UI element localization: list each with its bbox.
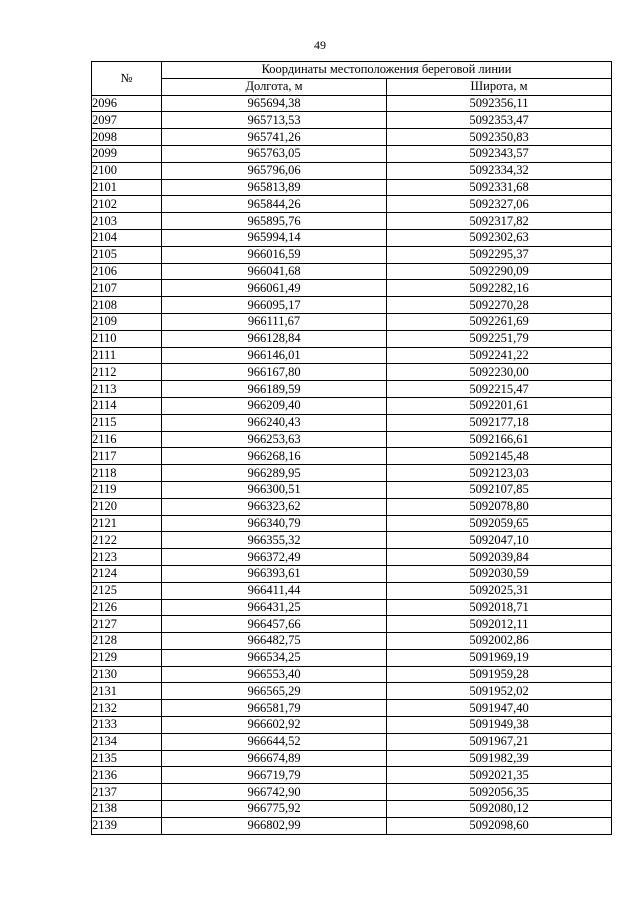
longitude-value: 966602,92 [162,717,387,734]
point-number: 2114 [92,397,162,414]
point-number: 2112 [92,364,162,381]
point-number: 2101 [92,179,162,196]
latitude-value: 5092021,35 [387,767,612,784]
longitude-value: 966268,16 [162,448,387,465]
table-row [92,616,612,633]
table-row [92,515,612,532]
longitude-value: 966802,99 [162,817,387,834]
table-row [92,381,612,398]
latitude-value: 5092059,65 [387,515,612,532]
latitude-value: 5091967,21 [387,733,612,750]
latitude-value: 5092302,63 [387,229,612,246]
point-number: 2108 [92,297,162,314]
longitude-value: 965713,53 [162,112,387,129]
page-number: 49 [314,38,326,52]
longitude-value: 965994,14 [162,229,387,246]
point-number: 2110 [92,330,162,347]
table-row [92,229,612,246]
point-number: 2097 [92,112,162,129]
table-row [92,767,612,784]
table-row [92,179,612,196]
point-number: 2113 [92,381,162,398]
point-number: 2105 [92,246,162,263]
table-row [92,649,612,666]
point-number: 2121 [92,515,162,532]
longitude-value: 966016,59 [162,246,387,263]
longitude-value: 966355,32 [162,532,387,549]
latitude-value: 5092145,48 [387,448,612,465]
latitude-value: 5092056,35 [387,784,612,801]
table-row [92,465,612,482]
longitude-value: 966340,79 [162,515,387,532]
point-number: 2133 [92,717,162,734]
table-row [92,733,612,750]
table-row [92,112,612,129]
table-row [92,750,612,767]
table-header [92,62,612,96]
header-latitude: Широта, м [387,78,612,95]
latitude-value: 5092018,71 [387,599,612,616]
latitude-value: 5091947,40 [387,700,612,717]
longitude-value: 966719,79 [162,767,387,784]
point-number: 2109 [92,313,162,330]
point-number: 2126 [92,599,162,616]
point-number: 2122 [92,532,162,549]
table-row [92,162,612,179]
point-number: 2098 [92,129,162,146]
longitude-value: 966323,62 [162,498,387,515]
table-row [92,683,612,700]
point-number: 2127 [92,616,162,633]
latitude-value: 5092241,22 [387,347,612,364]
table-row [92,801,612,818]
point-number: 2119 [92,481,162,498]
table-row [92,565,612,582]
table-row [92,263,612,280]
latitude-value: 5092334,32 [387,162,612,179]
longitude-value: 966061,49 [162,280,387,297]
point-number: 2099 [92,145,162,162]
longitude-value: 966482,75 [162,633,387,650]
point-number: 2124 [92,565,162,582]
table-row [92,129,612,146]
latitude-value: 5092251,79 [387,330,612,347]
longitude-value: 966534,25 [162,649,387,666]
longitude-value: 966553,40 [162,666,387,683]
longitude-value: 965763,05 [162,145,387,162]
longitude-value: 966411,44 [162,582,387,599]
latitude-value: 5092098,60 [387,817,612,834]
longitude-value: 966674,89 [162,750,387,767]
latitude-value: 5092107,85 [387,481,612,498]
latitude-value: 5092331,68 [387,179,612,196]
longitude-value: 965895,76 [162,213,387,230]
longitude-value: 965796,06 [162,162,387,179]
latitude-value: 5092261,69 [387,313,612,330]
point-number: 2107 [92,280,162,297]
table-row [92,280,612,297]
longitude-value: 966167,80 [162,364,387,381]
longitude-value: 965844,26 [162,196,387,213]
latitude-value: 5092317,82 [387,213,612,230]
table-row [92,532,612,549]
table-row [92,582,612,599]
point-number: 2137 [92,784,162,801]
latitude-value: 5092080,12 [387,801,612,818]
table-row [92,95,612,112]
coordinates-table [91,61,612,835]
longitude-value: 966253,63 [162,431,387,448]
latitude-value: 5092166,61 [387,431,612,448]
point-number: 2136 [92,767,162,784]
latitude-value: 5092356,11 [387,95,612,112]
latitude-value: 5092123,03 [387,465,612,482]
table-row [92,599,612,616]
point-number: 2134 [92,733,162,750]
longitude-value: 965741,26 [162,129,387,146]
point-number: 2115 [92,414,162,431]
longitude-value: 966372,49 [162,549,387,566]
latitude-value: 5092002,86 [387,633,612,650]
latitude-value: 5092047,10 [387,532,612,549]
point-number: 2100 [92,162,162,179]
point-number: 2117 [92,448,162,465]
latitude-value: 5091949,38 [387,717,612,734]
point-number: 2123 [92,549,162,566]
longitude-value: 966457,66 [162,616,387,633]
latitude-value: 5092282,16 [387,280,612,297]
latitude-value: 5091969,19 [387,649,612,666]
longitude-value: 965813,89 [162,179,387,196]
point-number: 2139 [92,817,162,834]
table-row [92,481,612,498]
table-row [92,448,612,465]
longitude-value: 966644,52 [162,733,387,750]
point-number: 2120 [92,498,162,515]
table-row [92,347,612,364]
latitude-value: 5092012,11 [387,616,612,633]
longitude-value: 966742,90 [162,784,387,801]
table-row [92,414,612,431]
latitude-value: 5092290,09 [387,263,612,280]
table-body [92,95,612,834]
point-number: 2128 [92,633,162,650]
latitude-value: 5092327,06 [387,196,612,213]
point-number: 2106 [92,263,162,280]
point-number: 2138 [92,801,162,818]
table-row [92,717,612,734]
latitude-value: 5092295,37 [387,246,612,263]
point-number: 2131 [92,683,162,700]
longitude-value: 966775,92 [162,801,387,818]
header-number: № [92,62,162,96]
latitude-value: 5092215,47 [387,381,612,398]
point-number: 2125 [92,582,162,599]
latitude-value: 5092270,28 [387,297,612,314]
longitude-value: 966209,40 [162,397,387,414]
table-row [92,196,612,213]
point-number: 2135 [92,750,162,767]
longitude-value: 966111,67 [162,313,387,330]
table-row [92,784,612,801]
longitude-value: 966581,79 [162,700,387,717]
header-coordinates-group: Координаты местоположения береговой линии [162,62,612,79]
point-number: 2130 [92,666,162,683]
longitude-value: 966146,01 [162,347,387,364]
latitude-value: 5091982,39 [387,750,612,767]
latitude-value: 5091952,02 [387,683,612,700]
point-number: 2132 [92,700,162,717]
latitude-value: 5092039,84 [387,549,612,566]
table-row [92,397,612,414]
point-number: 2104 [92,229,162,246]
table-row [92,330,612,347]
latitude-value: 5092201,61 [387,397,612,414]
header-longitude: Долгота, м [162,78,387,95]
longitude-value: 966041,68 [162,263,387,280]
point-number: 2096 [92,95,162,112]
point-number: 2118 [92,465,162,482]
longitude-value: 966240,43 [162,414,387,431]
table-row [92,213,612,230]
longitude-value: 966189,59 [162,381,387,398]
table-row [92,633,612,650]
table-row [92,549,612,566]
table-row [92,700,612,717]
table-row [92,431,612,448]
longitude-value: 966565,29 [162,683,387,700]
table-row [92,297,612,314]
longitude-value: 966289,95 [162,465,387,482]
longitude-value: 966431,25 [162,599,387,616]
longitude-value: 966128,84 [162,330,387,347]
longitude-value: 966095,17 [162,297,387,314]
latitude-value: 5092025,31 [387,582,612,599]
table-row [92,364,612,381]
latitude-value: 5092230,00 [387,364,612,381]
table-row [92,498,612,515]
table-row [92,666,612,683]
latitude-value: 5092343,57 [387,145,612,162]
latitude-value: 5092078,80 [387,498,612,515]
point-number: 2129 [92,649,162,666]
table-row [92,313,612,330]
latitude-value: 5092350,83 [387,129,612,146]
latitude-value: 5092177,18 [387,414,612,431]
table-row [92,246,612,263]
table-row [92,145,612,162]
longitude-value: 966300,51 [162,481,387,498]
point-number: 2116 [92,431,162,448]
latitude-value: 5091959,28 [387,666,612,683]
latitude-value: 5092030,59 [387,565,612,582]
point-number: 2102 [92,196,162,213]
longitude-value: 966393,61 [162,565,387,582]
point-number: 2103 [92,213,162,230]
table-row [92,817,612,834]
longitude-value: 965694,38 [162,95,387,112]
latitude-value: 5092353,47 [387,112,612,129]
point-number: 2111 [92,347,162,364]
